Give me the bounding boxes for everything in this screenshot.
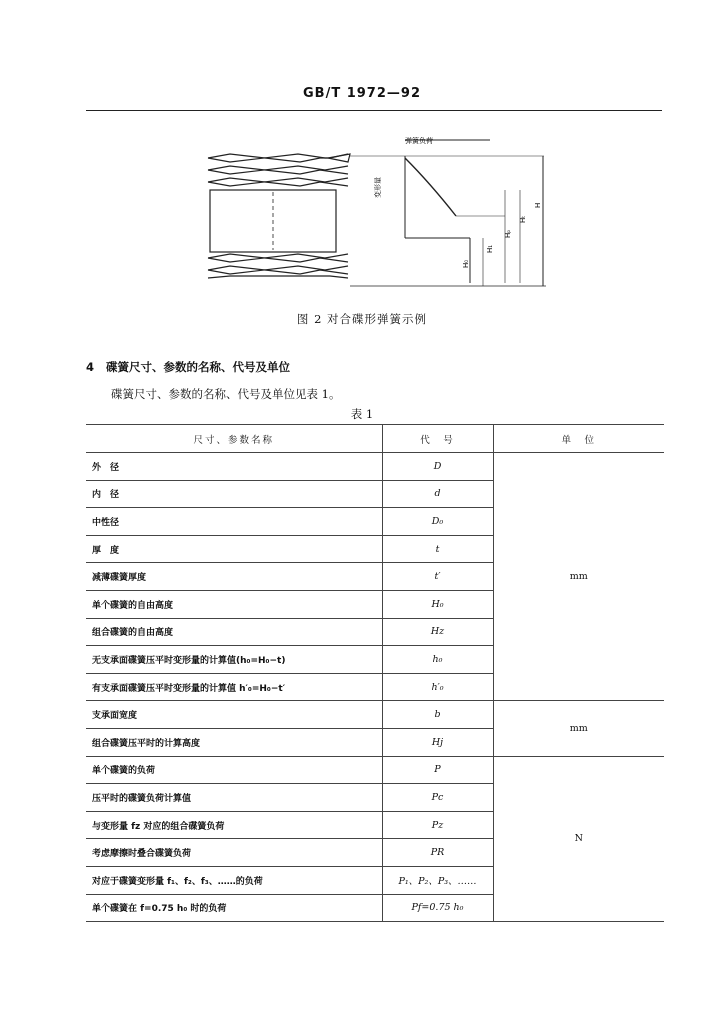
header-divider xyxy=(86,110,662,111)
param-code: Pc xyxy=(382,784,493,812)
param-code: Hz xyxy=(382,618,493,646)
dim-label-ht: Hₜ xyxy=(519,215,527,223)
param-name: 中性径 xyxy=(86,508,382,536)
param-name: 单个碟簧的自由高度 xyxy=(86,590,382,618)
dim-label-hp: Hₚ xyxy=(504,229,512,238)
header-name: 尺寸、参数名称 xyxy=(86,425,382,453)
param-code: d xyxy=(382,480,493,508)
param-name: 对应于碟簧变形量 f₁、f₂、f₃、……的负荷 xyxy=(86,866,382,894)
header-code: 代 号 xyxy=(382,425,493,453)
param-name: 与变形量 fz 对应的组合碟簧负荷 xyxy=(86,811,382,839)
section-heading xyxy=(86,359,290,375)
table-row xyxy=(86,453,664,481)
standard-header: GB/T 1972—92 xyxy=(303,86,421,101)
dim-label-h: H xyxy=(534,202,542,208)
param-code: H₀ xyxy=(382,590,493,618)
param-code: P₁、P₂、P₃、…… xyxy=(382,866,493,894)
dim-label-h0: H₀ xyxy=(462,259,470,268)
param-name: 支承面宽度 xyxy=(86,701,382,729)
deformation-label: 变形量 xyxy=(374,177,382,198)
figure-caption: 图 2 对合碟形弹簧示例 xyxy=(296,312,428,326)
param-code: Hj xyxy=(382,728,493,756)
param-code: b xyxy=(382,701,493,729)
table-row xyxy=(86,756,664,784)
dim-label-h1: H₁ xyxy=(486,244,494,253)
param-name: 考虑摩擦时叠合碟簧负荷 xyxy=(86,839,382,867)
parameters-table xyxy=(86,424,664,922)
param-name: 单个碟簧在 f=0.75 h₀ 时的负荷 xyxy=(86,894,382,922)
param-code: t′ xyxy=(382,563,493,591)
param-name: 外 径 xyxy=(86,453,382,481)
load-deflection-diagram xyxy=(350,140,546,286)
param-code: Pz xyxy=(382,811,493,839)
param-unit: mm xyxy=(493,701,664,756)
param-code: h₀ xyxy=(382,646,493,674)
table-row xyxy=(86,701,664,729)
table-title: 表 1 xyxy=(350,407,374,421)
section-title: 碟簧尺寸、参数的名称、代号及单位 xyxy=(106,360,291,374)
param-code: Pf=0.75 h₀ xyxy=(382,894,493,922)
param-unit: N xyxy=(493,756,664,922)
param-name: 组合碟簧压平时的计算高度 xyxy=(86,728,382,756)
param-name: 组合碟簧的自由高度 xyxy=(86,618,382,646)
param-unit: mm xyxy=(493,453,664,701)
param-name: 单个碟簧的负荷 xyxy=(86,756,382,784)
load-label: 弹簧负荷 xyxy=(405,137,433,145)
param-code: P xyxy=(382,756,493,784)
section-number: 4 xyxy=(86,360,95,374)
section-paragraph: 碟簧尺寸、参数的名称、代号及单位见表 1。 xyxy=(111,387,341,401)
param-code: D₀ xyxy=(382,508,493,536)
load-curve xyxy=(405,158,456,216)
spring-stack-drawing xyxy=(208,154,350,278)
table-header-row xyxy=(86,425,664,453)
param-name: 压平时的碟簧负荷计算值 xyxy=(86,784,382,812)
param-name: 无支承面碟簧压平时变形量的计算值(h₀=H₀−t) xyxy=(86,646,382,674)
param-code: h′₀ xyxy=(382,673,493,701)
spring-figure xyxy=(200,128,560,298)
param-code: PR xyxy=(382,839,493,867)
param-name: 厚 度 xyxy=(86,535,382,563)
param-code: t xyxy=(382,535,493,563)
param-code: D xyxy=(382,453,493,481)
param-name: 减薄碟簧厚度 xyxy=(86,563,382,591)
header-unit: 单 位 xyxy=(493,425,664,453)
param-name: 有支承面碟簧压平时变形量的计算值 h′₀=H₀−t′ xyxy=(86,673,382,701)
param-name: 内 径 xyxy=(86,480,382,508)
